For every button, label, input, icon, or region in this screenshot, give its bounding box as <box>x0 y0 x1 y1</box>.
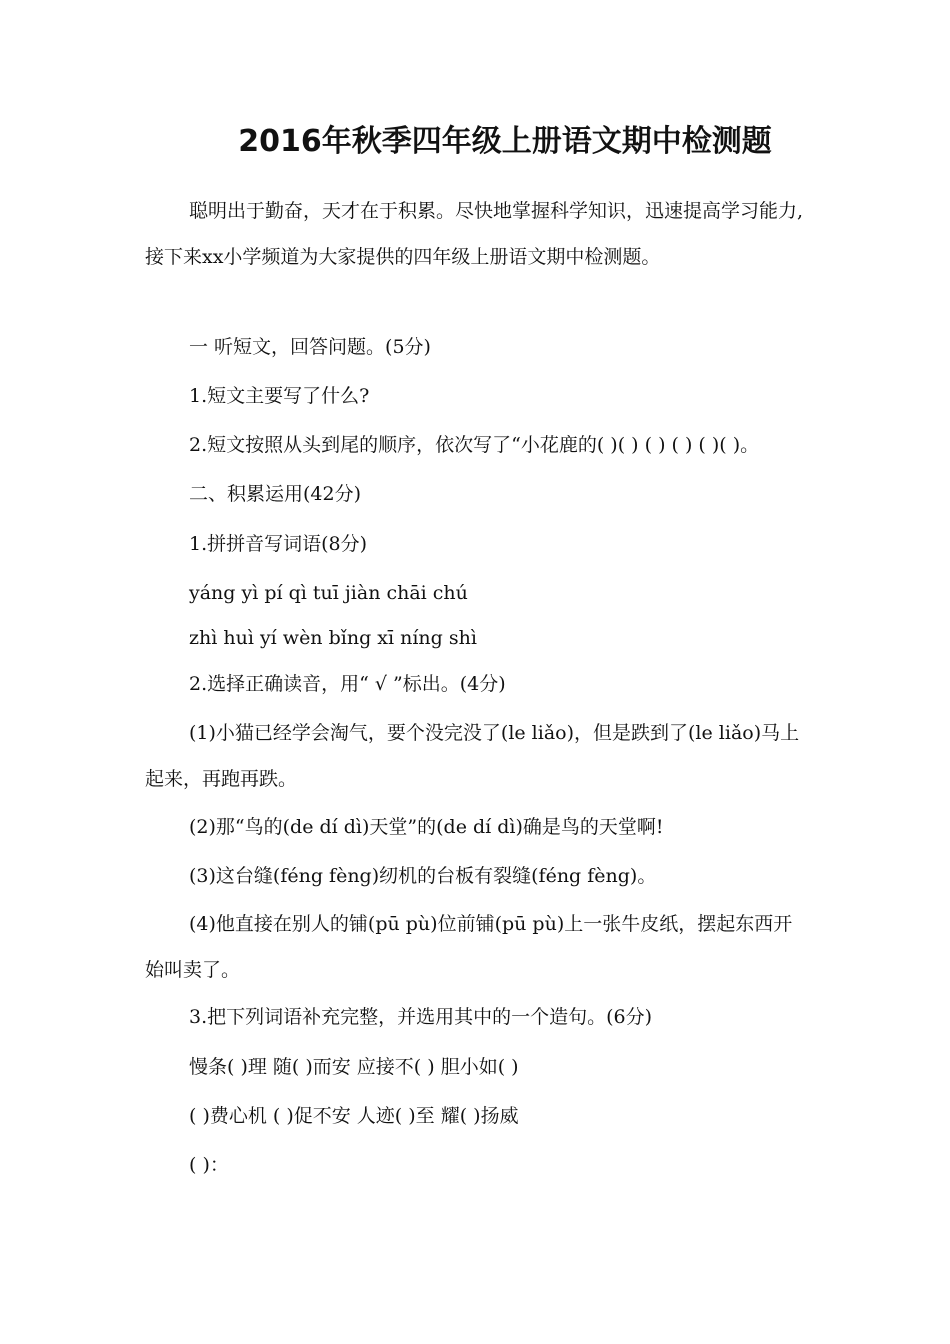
section2-heading: 二、积累运用(42分) <box>189 483 362 505</box>
idiom-line-1: 慢条( )理 随( )而安 应接不( ) 胆小如( ) <box>189 1056 519 1078</box>
section1-heading: 一 听短文，回答问题。(5分) <box>189 336 431 358</box>
section1-question1: 1.短文主要写了什么? <box>189 385 370 407</box>
section2-q2-heading: 2.选择正确读音，用“ √ ”标出。(4分) <box>189 673 506 695</box>
pinyin-line-1: yáng yì pí qì tuī jiàn chāi chú <box>189 582 468 604</box>
q2-item-1: (1)小猫已经学会淘气，要个没完没了(le liǎo)，但是跌到了(le liǎo)马上起来，再跑再跌。 <box>145 722 800 790</box>
idiom-answer-line: ( )： <box>189 1154 229 1176</box>
q2-item-3: (3)这台缝(féng fèng)纫机的台板有裂缝(féng fèng)。 <box>189 865 657 887</box>
section2-q3-heading: 3.把下列词语补充完整，并选用其中的一个造句。(6分) <box>189 1006 653 1028</box>
section2-q1-heading: 1.拼拼音写词语(8分) <box>189 533 368 555</box>
pinyin-line-2: zhì huì yí wèn bǐng xī níng shì <box>189 627 477 649</box>
intro-paragraph: 聪明出于勤奋，天才在于积累。尽快地掌握科学知识，迅速提高学习能力,接下来xx小学频道为大家提供的四年级上册语文期中检测题。 <box>145 200 804 268</box>
document-title: 2016年秋季四年级上册语文期中检测题 <box>238 124 772 159</box>
q2-item-2: (2)那“鸟的(de dí dì)天堂”的(de dí dì)确是鸟的天堂啊! <box>189 816 664 838</box>
section1-question2: 2.短文按照从头到尾的顺序，依次写了“小花鹿的( )( ) ( ) ( ) ( )( )。 <box>189 434 760 456</box>
idiom-line-2: ( )费心机 ( )促不安 人迹( )至 耀( )扬威 <box>189 1105 519 1127</box>
q2-item-4: (4)他直接在别人的铺(pū pù)位前铺(pū pù)上一张牛皮纸，摆起东西开始叫卖了。 <box>145 913 793 981</box>
